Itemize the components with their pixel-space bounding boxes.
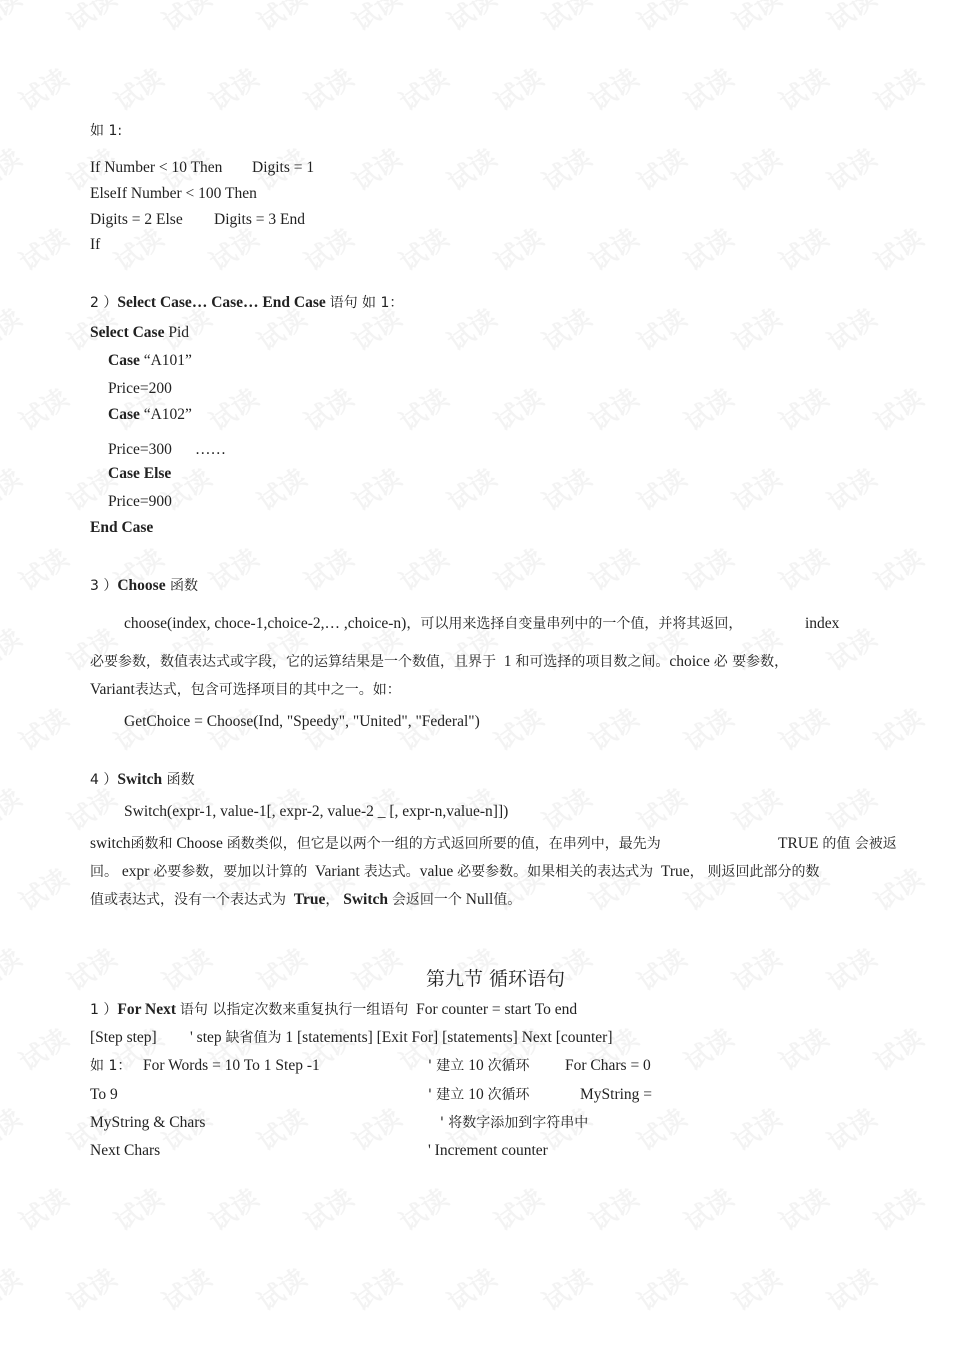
watermark-text [11,378,75,438]
code-line: To 9 [90,1086,118,1103]
watermark-text [106,1178,170,1238]
watermark-text [0,778,28,838]
watermark-text [866,58,930,118]
watermark-text [819,138,883,198]
watermark-text [0,458,28,518]
watermark-text [296,1178,360,1238]
watermark-text [534,298,598,358]
section-3-heading: 3 ）Choose 函数 [90,577,199,594]
paragraph-line: 必要参数，数值表达式或字段，它的运算结果是一个数值，且界于 1 和可选择的项目数之间。choice 必 要参数， [90,653,789,670]
watermark-text [581,218,645,278]
watermark-text [676,1178,740,1238]
code-line: If [90,236,101,253]
watermark-text [391,378,455,438]
watermark-text [0,1098,28,1158]
watermark-text [866,1178,930,1238]
watermark-text [391,58,455,118]
watermark-text [629,298,693,358]
watermark-text [581,378,645,438]
watermark-text [866,218,930,278]
watermark-text [11,1178,75,1238]
watermark-text [819,938,883,998]
watermark-text [724,1258,788,1318]
watermark-text [0,1258,28,1318]
code-line: Digits = 1 [252,159,315,176]
watermark-text [0,618,28,678]
watermark-text [866,538,930,598]
watermark-text [724,938,788,998]
paragraph-line: choose(index, choce-1,choice-2,… ,choice-n)，可以用来选择自变量串列中的一个值，并将其返回， [124,615,743,632]
watermark-text [201,58,265,118]
watermark-text [201,538,265,598]
watermark-text [486,218,550,278]
code-line: ElseIf Number < 100 Then [90,185,257,202]
watermark-text [676,58,740,118]
watermark-text [59,938,123,998]
watermark-text [629,0,693,39]
section-4-heading: 4 ）Switch 函数 [90,771,195,788]
watermark-text [771,1178,835,1238]
code-line: Switch(expr-1, value-1[, expr-2, value-2 _ [, expr-n,value-n]]) [124,803,509,820]
watermark-text [344,458,408,518]
watermark-text [724,138,788,198]
watermark-text [0,138,28,198]
paragraph-line: TRUE 的值 会被返 [778,835,897,852]
watermark-text [819,298,883,358]
watermark-text [771,1018,835,1078]
watermark-text [249,0,313,39]
watermark-text [819,1098,883,1158]
watermark-text [391,218,455,278]
watermark-text [249,458,313,518]
watermark-text [771,698,835,758]
watermark-text [439,458,503,518]
watermark-text [296,538,360,598]
code-line: Case Else [108,465,172,482]
watermark-text [11,858,75,918]
paragraph-line: 1 ）For Next 语句 以指定次数来重复执行一组语句 For counter = start To end [90,1001,578,1018]
watermark-text [866,378,930,438]
code-line: ' step 缺省值为 1 [statements] [Exit For] [statements] Next [counter] [190,1029,613,1046]
watermark-text [59,0,123,39]
watermark-text [581,1178,645,1238]
code-line: Price=300 [108,441,172,458]
watermark-text [0,0,28,39]
watermark-text [629,138,693,198]
watermark-text [819,0,883,39]
code-line: Price=900 [108,493,172,510]
watermark-text [201,1178,265,1238]
watermark-text [534,138,598,198]
watermark-text [344,938,408,998]
code-comment: ' 建立 10 次循环 [428,1057,530,1074]
watermark-text [629,778,693,838]
paragraph-line: Variant表达式，包含可选择项目的其中之一。如： [90,681,401,698]
watermark-text [724,298,788,358]
watermark-text [439,1258,503,1318]
watermark-text [676,698,740,758]
section-title: 第九节 循环语句 [426,968,566,990]
code-line: End Case [90,519,154,536]
code-line: 如 1： For Words = 10 To 1 Step -1 [90,1057,320,1074]
watermark-text [819,778,883,838]
example-label: 如 1: [90,123,123,139]
watermark-text [344,1098,408,1158]
watermark-text [724,778,788,838]
watermark-text [486,378,550,438]
code-line: MyString & Chars [90,1114,206,1131]
code-line: Case “A101” [108,352,192,369]
watermark-text [866,1018,930,1078]
watermark-text [154,0,218,39]
watermark-text [629,458,693,518]
watermark-text [486,1178,550,1238]
watermark-text [344,1258,408,1318]
watermark-text [581,698,645,758]
code-line: Digits = 3 End [214,211,305,228]
watermark-text [534,0,598,39]
paragraph-line: 回。 expr 必要参数，要加以计算的 Variant 表达式。value 必要参数。如果相关的表达式为 True， 则返回此部分的数 [90,863,820,880]
code-line: GetChoice = Choose(Ind, "Speedy", "United", "Federal") [124,713,480,730]
watermark-text [11,58,75,118]
watermark-text [296,58,360,118]
watermark-text [676,378,740,438]
watermark-text [11,1018,75,1078]
watermark-text [154,938,218,998]
watermark-text [771,218,835,278]
watermark-text [581,58,645,118]
watermark-text [819,458,883,518]
watermark-text [249,1098,313,1158]
watermark-text [11,218,75,278]
watermark-text [866,698,930,758]
section-2-heading: 2 ）Select Case… Case… End Case 语句 如 1： [90,294,404,311]
code-line: For Chars = 0 [565,1057,651,1074]
watermark-text [154,1258,218,1318]
watermark-text [581,538,645,598]
watermark-text [201,378,265,438]
watermark-text [439,0,503,39]
watermark-text [629,938,693,998]
watermark-text [11,698,75,758]
code-line: [Step step] [90,1029,157,1046]
watermark-text [534,458,598,518]
watermark-text [486,58,550,118]
watermark-text [59,1258,123,1318]
code-line: Digits = 2 Else [90,211,183,228]
watermark-text [771,538,835,598]
code-line: Next Chars [90,1142,161,1159]
paragraph-line: 值或表达式，没有一个表达式为 True， Switch 会返回一个 Null值。 [90,891,522,908]
watermark-text [439,298,503,358]
watermark-text [439,138,503,198]
code-line: …… [195,441,226,458]
watermark-text [249,938,313,998]
code-line: Case “A102” [108,406,192,423]
watermark-text [724,1098,788,1158]
watermark-text [534,778,598,838]
code-comment: ' 建立 10 次循环 [428,1086,530,1103]
watermark-text [344,138,408,198]
code-line: If Number < 10 Then [90,159,223,176]
code-line: Select Case Pid [90,324,190,341]
watermark-text [391,1178,455,1238]
watermark-text [486,698,550,758]
watermark-text [296,218,360,278]
watermark-text [676,1018,740,1078]
watermark-text [106,58,170,118]
watermark-text [296,378,360,438]
code-comment: ' 将数字添加到字符串中 [440,1115,589,1131]
watermark-text [0,298,28,358]
watermark-text [249,1258,313,1318]
watermark-text [676,218,740,278]
watermark-text [344,0,408,39]
code-line: Price=200 [108,380,172,397]
watermark-text [486,538,550,598]
watermark-text [771,378,835,438]
watermark-text [11,538,75,598]
watermark-text [771,58,835,118]
watermark-text [866,858,930,918]
watermark-text [534,1258,598,1318]
code-comment: ' Increment counter [428,1142,548,1159]
paragraph-line: switch函数和 Choose 函数类似，但它是以两个一组的方式返回所要的值，在串列中，最先为 [90,835,661,852]
paragraph-line: index [805,615,840,632]
watermark-text [629,1258,693,1318]
watermark-text [676,538,740,598]
watermark-text [724,0,788,39]
watermark-text [724,458,788,518]
watermark-text [0,938,28,998]
code-line: MyString = [580,1086,653,1103]
watermark-text [391,538,455,598]
watermark-text [819,1258,883,1318]
watermark-text [629,1098,693,1158]
